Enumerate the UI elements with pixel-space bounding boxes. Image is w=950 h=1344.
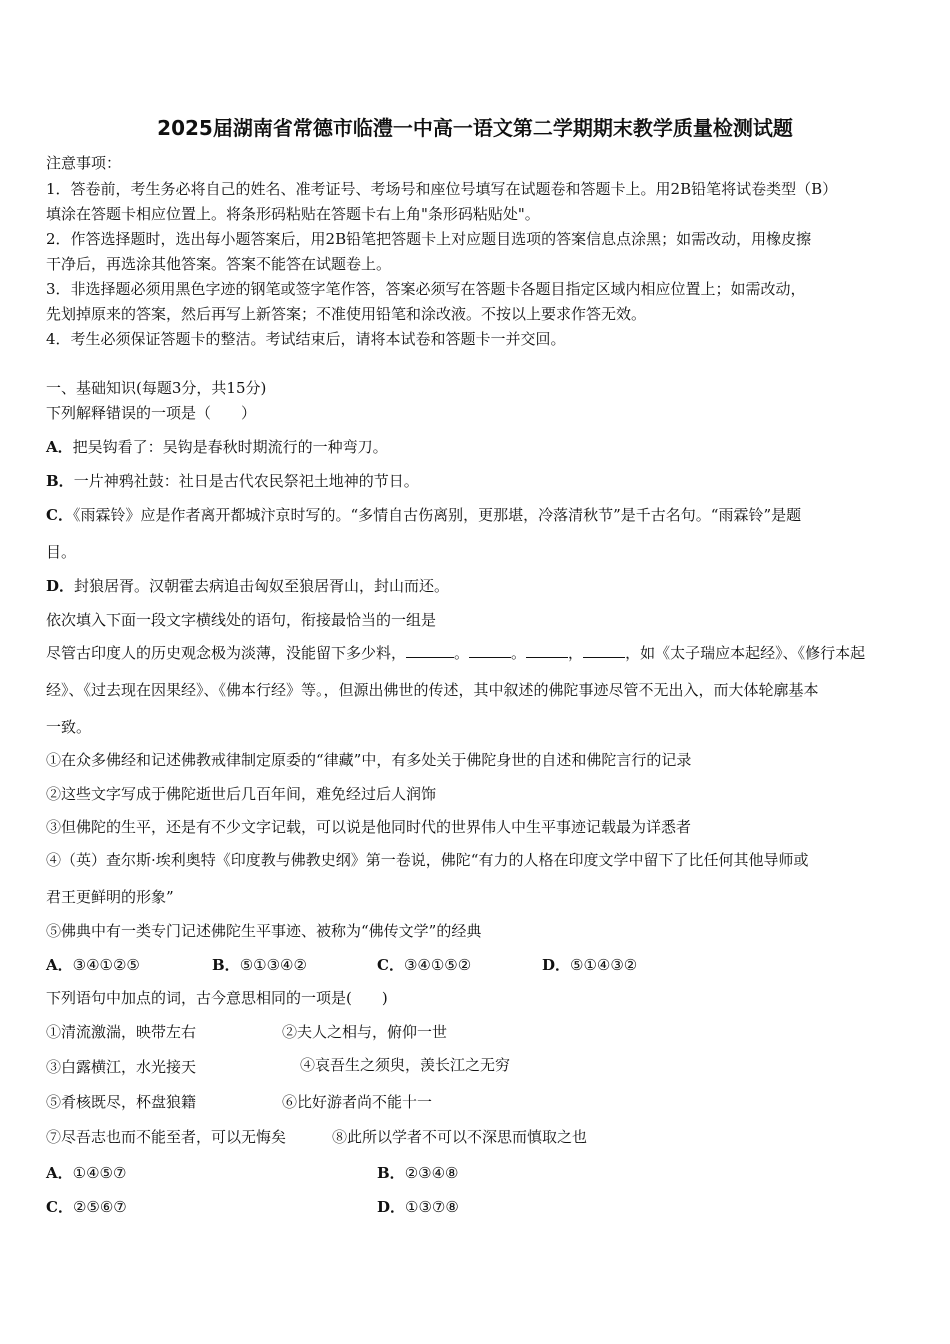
notice-line: 2．作答选择题时，选出每小题答案后，用2B铅笔把答题卡上对应题目选项的答案信息点涂黑；如需改动，用橡皮擦: [46, 230, 812, 248]
passage-line: 经》、《过去现在因果经》、《佛本行经》等。，但源出佛世的传述，其中叙述的佛陀事迹尽管不无出入，而大体轮廓基本: [46, 681, 819, 699]
option-text: ②⑤⑥⑦: [72, 1198, 127, 1216]
word-item: ⑤肴核既尽，杯盘狼籍: [46, 1093, 197, 1111]
option-c: [46, 1196, 127, 1217]
notice-line: 干净后，再选涂其他答案。答案不能答在试题卷上。: [46, 255, 392, 273]
sentence-item: ②这些文字写成于佛陀逝世后几百年间，难免经过后人润饰: [46, 785, 437, 803]
notice-heading: 注意事项：: [46, 154, 122, 172]
option-label: C．: [377, 956, 404, 974]
option-label: D．: [377, 1198, 406, 1216]
word-item: ②夫人之相与，俯仰一世: [282, 1023, 448, 1041]
notice-line: 先划掉原来的答案，然后再写上新答案；不准使用铅笔和涂改液。不按以上要求作答无效。: [46, 305, 647, 323]
passage-text: 尽管古印度人的历史观念极为淡薄，没能留下多少料，: [46, 644, 407, 662]
word-item: ⑦尽吾志也而不能至者，可以无悔矣: [46, 1128, 287, 1146]
option-b: [212, 954, 307, 975]
sentence-item: ④（英）查尔斯·埃利奥特《印度教与佛教史纲》第一卷说，佛陀“有力的人格在印度文学中留下了比任何其他导师或: [46, 851, 809, 869]
question-stem: 下列解释错误的一项是（ ）: [46, 404, 257, 422]
option-label: A．: [46, 956, 73, 974]
option-label: B．: [212, 956, 240, 974]
word-item: ⑧此所以学者不可以不深思而慎取之也: [332, 1128, 588, 1146]
passage-text: ，如《太子瑞应本起经》、《修行本起: [625, 644, 866, 662]
option-label: B．: [46, 472, 74, 490]
option-text: ②③④⑧: [404, 1164, 459, 1182]
option-text: ③④①⑤②: [403, 956, 472, 974]
section-heading: 一、基础知识(每题3分，共15分): [46, 379, 267, 397]
question-stem: 下列语句中加点的词，古今意思相同的一项是( ): [46, 989, 388, 1007]
word-item: ⑥比好游者尚不能十一: [282, 1093, 433, 1111]
question-stem: 依次填入下面一段文字横线处的语句，衔接最恰当的一组是: [46, 611, 437, 629]
notice-line: 4．考生必须保证答题卡的整洁。考试结束后，请将本试卷和答题卡一并交回。: [46, 330, 566, 348]
option-text: ①④⑤⑦: [72, 1164, 127, 1182]
option-c: [46, 504, 801, 525]
option-label: C．: [46, 1198, 73, 1216]
option-label: D．: [542, 956, 571, 974]
page-title: 2025届湖南省常德市临澧一中高一语文第二学期期末教学质量检测试题: [157, 116, 793, 140]
option-c-continued: 目。: [46, 543, 77, 561]
option-text: 一片神鸦社鼓：社日是古代农民祭祀土地神的节日。: [73, 472, 419, 490]
passage-line: 一致。: [46, 718, 92, 736]
sentence-item: ③但佛陀的生平，还是有不少文字记载，可以说是他同时代的世界伟人中生平事迹记载最为详悉者: [46, 818, 692, 836]
answer-blank: [406, 645, 454, 658]
notice-line: 1．答卷前，考生务必将自己的姓名、准考证号、考场号和座位号填写在试题卷和答题卡上。用2B铅笔将试卷类型（B）: [46, 180, 838, 198]
option-text: ⑤①④③②: [570, 956, 638, 974]
option-text: 封狼居胥。汉朝霍去病追击匈奴至狼居胥山，封山而还。: [74, 577, 450, 595]
option-d: [377, 1196, 459, 1217]
passage-punct: ，: [568, 644, 584, 662]
sentence-item-continued: 君王更鲜明的形象”: [46, 888, 174, 906]
answer-blank: [526, 645, 568, 658]
option-text: ③④①②⑤: [72, 956, 140, 974]
option-d: [542, 954, 637, 975]
sentence-item: ⑤佛典中有一类专门记述佛陀生平事迹、被称为“佛传文学”的经典: [46, 922, 482, 940]
option-label: D．: [46, 577, 75, 595]
answer-blank: [583, 645, 625, 658]
option-b: [46, 470, 419, 491]
option-label: A．: [46, 438, 73, 456]
option-text: 把吴钩看了：吴钩是春秋时期流行的一种弯刀。: [72, 438, 388, 456]
option-label: C．: [46, 506, 73, 524]
option-a: [46, 436, 388, 457]
word-item: ①清流激湍，映带左右: [46, 1023, 197, 1041]
option-label: A．: [46, 1164, 73, 1182]
option-b: [377, 1162, 458, 1183]
option-text: 《雨霖铃》应是作者离开都城汴京时写的。“多情自古伤离别，更那堪，冷落清秋节”是千古名句。“雨霖铃”是题: [72, 506, 802, 524]
passage-punct: 。: [511, 644, 527, 662]
word-item: ③白露横江，水光接天: [46, 1058, 197, 1076]
option-c: [377, 954, 471, 975]
option-a: [46, 1162, 126, 1183]
option-a: [46, 954, 140, 975]
option-label: B．: [377, 1164, 405, 1182]
passage-line: [46, 642, 865, 663]
option-d: [46, 575, 449, 596]
answer-blank: [469, 645, 511, 658]
notice-line: 3．非选择题必须用黑色字迹的钢笔或签字笔作答，答案必须写在答题卡各题目指定区域内相应位置上；如需改动，: [46, 280, 806, 298]
option-text: ⑤①③④②: [239, 956, 307, 974]
word-item: ④哀吾生之须臾，羡长江之无穷: [300, 1056, 511, 1074]
notice-line: 填涂在答题卡相应位置上。将条形码粘贴在答题卡右上角"条形码粘贴处"。: [46, 205, 540, 223]
sentence-item: ①在众多佛经和记述佛教戒律制定原委的“律藏”中，有多处关于佛陀身世的自述和佛陀言行的记录: [46, 751, 692, 769]
passage-punct: 。: [454, 644, 470, 662]
option-text: ①③⑦⑧: [405, 1198, 459, 1216]
